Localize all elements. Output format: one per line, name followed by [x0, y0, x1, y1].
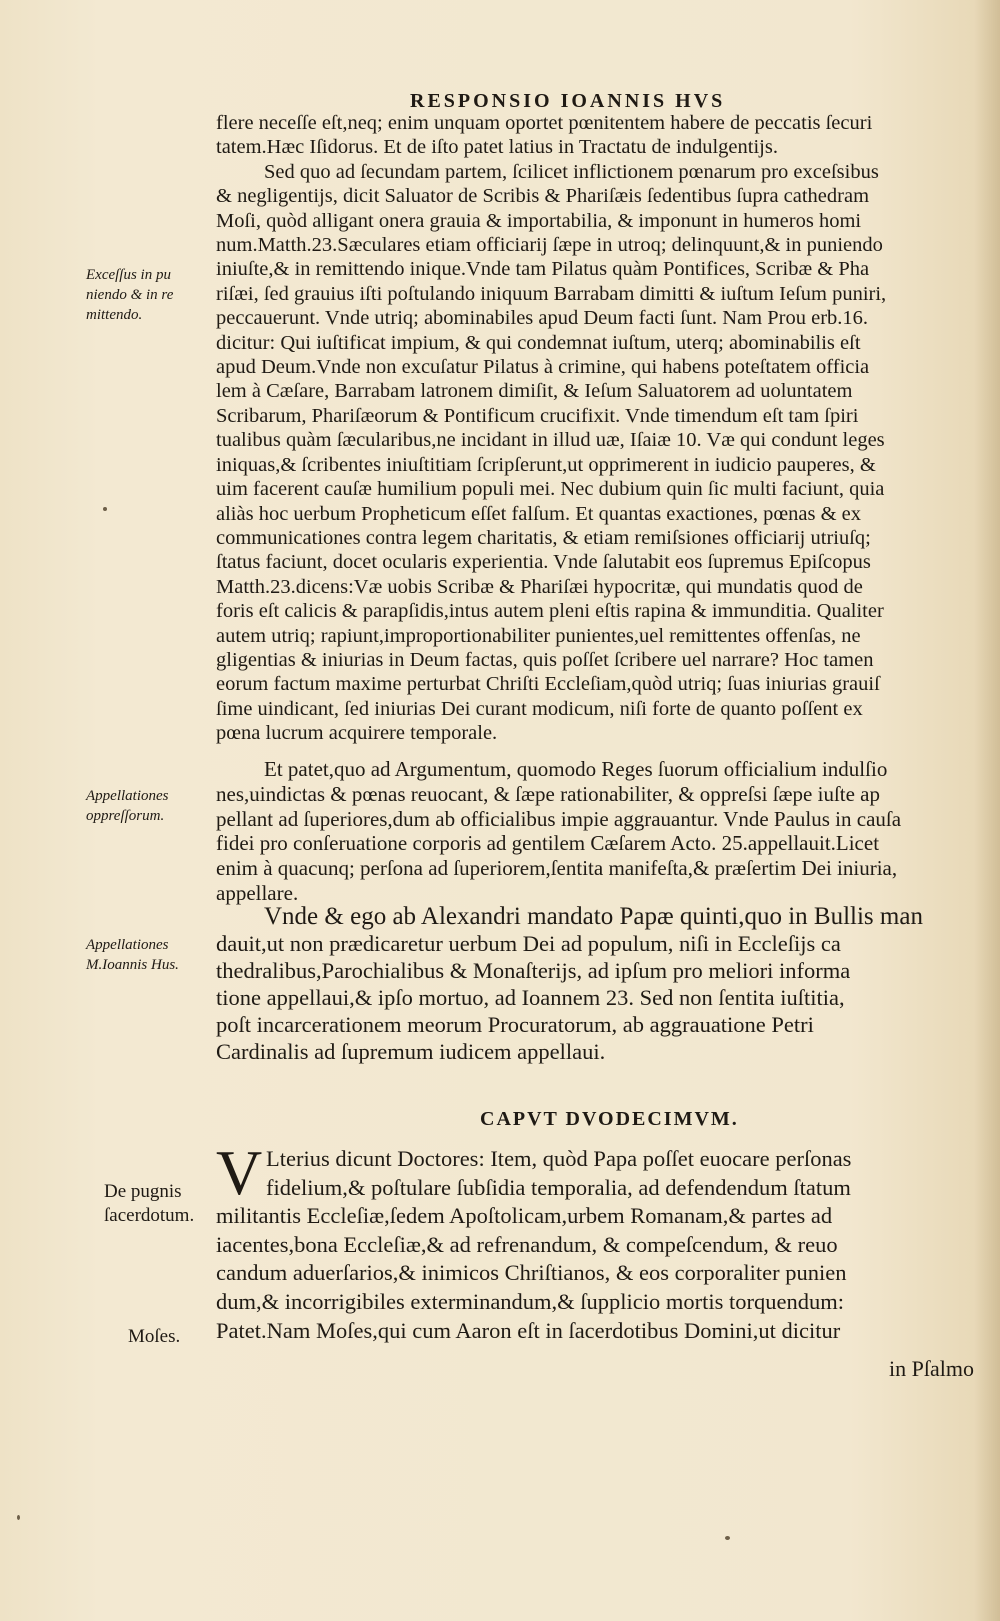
- text-line: Lterius dicunt Doctores: Item, quòd Papa poſſet euocare perſonas: [266, 1146, 852, 1171]
- text-line: uim facerent cauſæ humilium populi mei. Nec dubium quin ſic multi faciunt, quia: [216, 478, 885, 501]
- text-line: gligentias & iniurias in Deum factas, quis poſſet ſcribere uel narrare? Hoc tamen: [216, 648, 874, 671]
- margin-note-line: oppreſſorum.: [86, 808, 165, 824]
- chapter-heading: CAPVT DVODECIMVM.: [480, 1108, 739, 1130]
- text-line: Patet.Nam Moſes,qui cum Aaron eſt in ſacerdotibus Domini,ut dicitur: [216, 1317, 841, 1343]
- text-line: apud Deum.Vnde non excuſatur Pilatus à crimine, qui habens poteſtatem officia: [216, 356, 870, 379]
- text-line: fidei pro conſeruatione corporis ad gentilem Cæſarem Acto. 25.appellauit.Licet: [216, 831, 880, 856]
- text-line: iniquas,& ſcribentes iniuſtitiam ſcripſerunt,ut opprimerent in iudicio pauperes, &: [216, 453, 876, 476]
- margin-note-de-pugnis: [104, 1180, 230, 1228]
- margin-note-line: mittendo.: [86, 307, 143, 323]
- text-line: Sed quo ad ſecundam partem, ſcilicet inflictionem pœnarum pro exceſsibus: [264, 160, 879, 183]
- ink-speck: [725, 1536, 730, 1540]
- text-line: iniuſte,& in remittendo inique.Vnde tam Pilatus quàm Pontifices, Scribæ & Pha: [216, 258, 870, 281]
- margin-note-line: niendo & in re: [86, 287, 174, 303]
- margin-note-appellationes-hus: [86, 935, 212, 975]
- text-line: Matth.23.dicens:Væ uobis Scribæ & Phariſæi hypocritæ, qui mundatis quod de: [216, 575, 863, 598]
- text-line: poſt incarcerationem meorum Procuratorum, ab aggrauatione Petri: [216, 1012, 814, 1037]
- text-line: candum aduerſarios,& inimicos Chriſtianos, & eos corporaliter punien: [216, 1260, 847, 1286]
- text-line: peccauerunt. Vnde utriq; abominabiles apud Deum facti ſunt. Nam Prou erb.16.: [216, 307, 869, 330]
- text-line: eorum factum maxime perturbat Chriſti Eccleſiam,quòd utriq; ſuas iniurias grauiſ: [216, 673, 880, 696]
- text-line: ſtatus faciunt, docet ocularis experientia. Vnde ſalutabit eos ſupremus Epiſcopus: [216, 551, 871, 574]
- paragraph-block-4: [216, 1137, 990, 1345]
- text-line: Cardinalis ad ſupremum iudicem appellaui.: [216, 1039, 606, 1064]
- text-line: Et patet,quo ad Argumentum, quomodo Reges ſuorum officialium indulſio: [264, 757, 888, 781]
- text-line: thedralibus,Parochialibus & Monaſterijs, ad ipſum pro meliori informa: [216, 958, 851, 983]
- text-line: appellare.: [216, 880, 299, 905]
- text-line: Scribarum, Phariſæorum & Pontificum crucifixit. Vnde timendum eſt tam ſpiri: [216, 404, 859, 427]
- text-line: militantis Eccleſiæ,ſedem Apoſtolicam,urbem Romanam,& partes ad: [216, 1203, 833, 1229]
- margin-note-excessus: [86, 265, 212, 325]
- text-line: pellant ad ſuperiores,dum ab officialibus impie aggrauantur. Vnde Paulus in cauſa: [216, 806, 902, 831]
- text-line: num.Matth.23.Sæculares etiam officiarij ſæpe in utroq; delinquunt,& in puniendo: [216, 234, 883, 257]
- text-line: tione appellaui,& ipſo mortuo, ad Ioannem 23. Sed non ſentita iuſtitia,: [216, 985, 845, 1010]
- text-line: lem à Cæſare, Barrabam latronem dimiſit, & Ieſum Saluatorem ad uoluntatem: [216, 380, 853, 403]
- text-line: Vnde & ego ab Alexandri mandato Papæ quinti,quo in Bullis man: [264, 903, 923, 930]
- margin-note-moses: [128, 1325, 254, 1349]
- margin-note-appellationes-oppressorum: [86, 786, 212, 826]
- text-line: flere neceſſe eſt,neq; enim unquam oportet pœnitentem habere de peccatis ſecuri: [216, 112, 873, 134]
- ink-speck: [17, 1515, 20, 1520]
- running-head: RESPONSIO IOANNIS HVS: [410, 90, 726, 112]
- margin-note-line: M.Ioannis Hus.: [86, 957, 179, 973]
- paragraph-block-1: [216, 111, 990, 746]
- text-line: dicitur: Qui iuſtificat impium, & qui condemnat iuſtum, uterq; abominabilis eſt: [216, 331, 861, 354]
- text-line: iacentes,bona Eccleſiæ,& ad refrenandum, & compeſcendum, & reuo: [216, 1231, 838, 1257]
- text-line: tualibus quàm ſæcularibus,ne incidant in illud uæ, Iſaiæ 10. Væ qui condunt leges: [216, 429, 885, 452]
- margin-note-line: ſacerdotum.: [104, 1205, 195, 1226]
- text-line: communicationes contra legem charitatis, & etiam remiſsiones officiarij utriuſq;: [216, 526, 871, 549]
- text-line: riſæi, ſed grauius iſti poſtulando iniquum Barrabam dimitti & iuſtum Ieſum puniri,: [216, 282, 887, 305]
- text-line: tatem.Hæc Iſidorus. Et de iſto patet latius in Tractatu de indulgentijs.: [216, 136, 778, 159]
- margin-note-line: Exceſſus in pu: [86, 267, 171, 283]
- margin-note-line: De pugnis: [104, 1181, 182, 1202]
- text-line: Moſi, quòd alligant onera grauia & importabilia, & imponunt in humeros homi: [216, 209, 862, 232]
- drop-capital: V: [216, 1137, 263, 1208]
- paragraph-block-3: [216, 903, 990, 1065]
- text-line: nes,uindictas & pœnas reuocant, & ſæpe rationabiliter, & oppreſsi ſæpe iuſte ap: [216, 781, 881, 806]
- text-line: fidelium,& poſtulare ſubſidia temporalia, ad defendendum ſtatum: [266, 1174, 851, 1200]
- paragraph-block-2: [216, 757, 990, 906]
- text-line: aliàs hoc uerbum Propheticum eſſet falſum. Et quantas exactiones, pœnas & ex: [216, 502, 861, 525]
- text-line: & negligentijs, dicit Saluator de Scribis & Phariſæis ſedentibus ſupra cathedram: [216, 185, 870, 208]
- text-line: ſime uindicant, ſed iniurias Dei curant modicum, niſi forte de quanto poſſent ex: [216, 697, 863, 720]
- ink-speck: [103, 507, 107, 511]
- text-line: autem utriq; rapiunt,improportionabiliter punientes,uel remittentes offenſas, ne: [216, 624, 861, 647]
- margin-note-line: Appellationes: [86, 788, 169, 804]
- text-line: pœna lucrum acquirere temporale.: [216, 722, 498, 745]
- text-line: dum,& incorrigibiles exterminandum,& ſupplicio mortis torquendum:: [216, 1288, 845, 1314]
- margin-note-line: Moſes.: [128, 1326, 181, 1347]
- text-line: dauit,ut non prædicaretur uerbum Dei ad populum, niſi in Eccleſijs ca: [216, 931, 841, 956]
- text-line: enim à quacunq; perſona ad ſuperiorem,ſentita manifeſta,& præſertim Dei iniuria,: [216, 856, 898, 881]
- margin-note-line: Appellationes: [86, 937, 169, 953]
- catchword: in Pſalmo: [889, 1356, 974, 1381]
- text-line: foris eſt calicis & parapſidis,intus autem pleni eſtis rapina & immunditia. Qualiter: [216, 600, 884, 623]
